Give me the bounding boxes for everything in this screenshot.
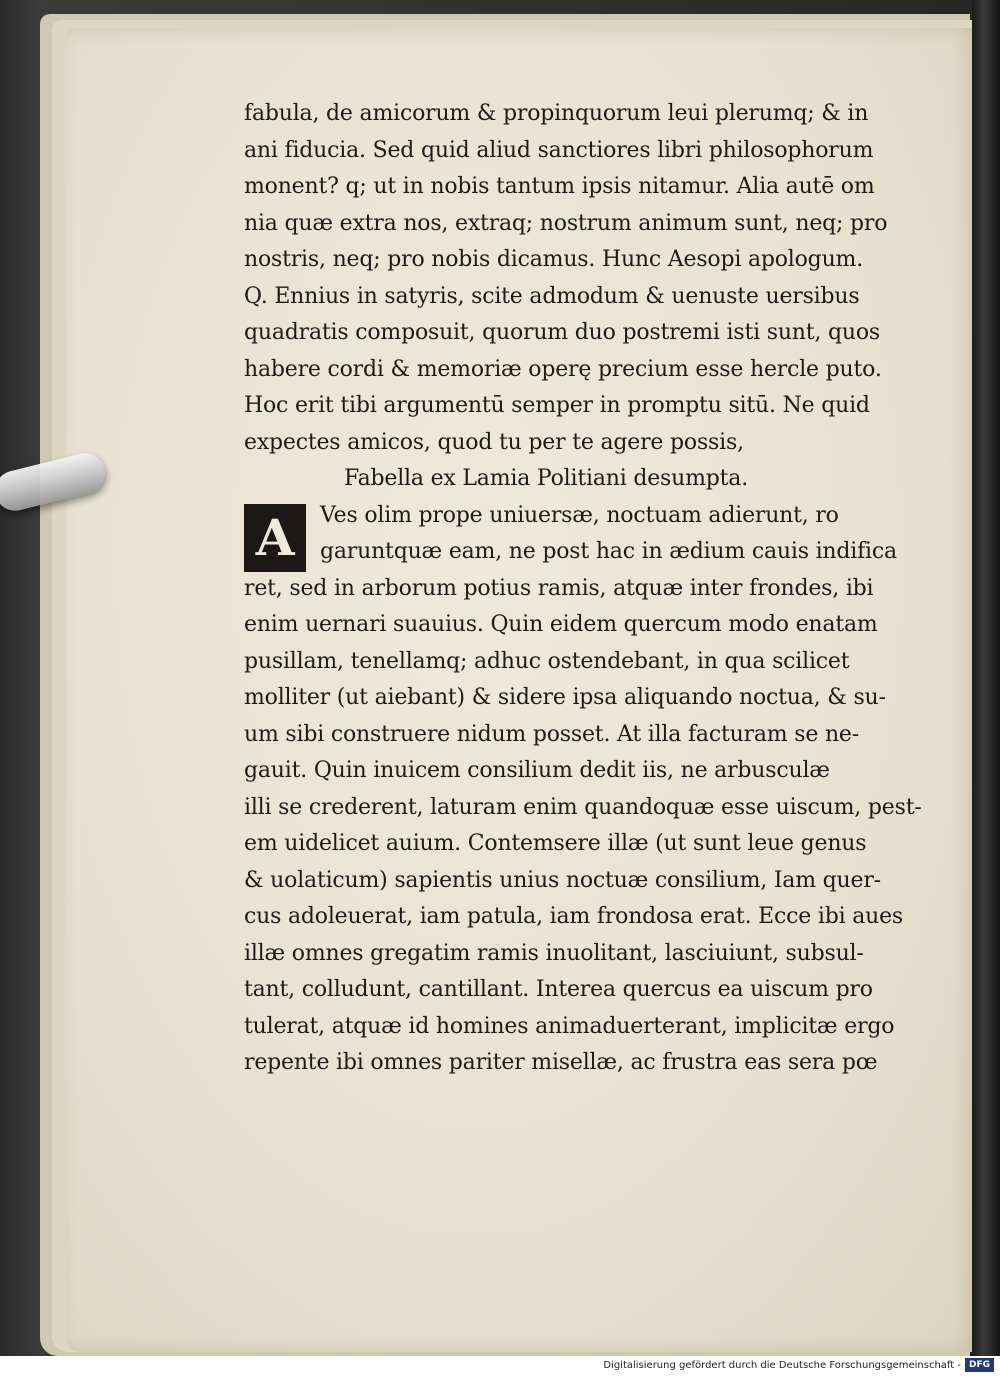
text-line: repente ibi omnes pariter misellæ, ac frustra eas sera pœ	[244, 1050, 878, 1075]
text-line: molliter (ut aiebant) & sidere ipsa aliquando noctua, & su-	[244, 685, 886, 710]
text-line: tulerat, atquæ id homines animaduerterant, implicitæ ergo	[244, 1013, 895, 1039]
text-line: illæ omnes gregatim ramis inuolitant, lasciuiunt, subsul-	[244, 940, 864, 966]
text-line: em uidelicet auium. Contemsere illæ (ut sunt leue genus	[244, 831, 867, 856]
text-line: gauit. Quin inuicem consilium dedit iis, ne arbusculæ	[244, 758, 830, 783]
book-binding	[972, 0, 1000, 1356]
text-line: Ves olim prope uniuersæ, noctuam adierunt, ro	[320, 502, 839, 528]
text-line: Q. Ennius in satyris, scite admodum & uenuste uersibus	[244, 283, 860, 309]
text-line: illi se crederent, laturam enim quandoquæ esse uiscum, pest-	[244, 794, 922, 820]
text-line: ani fiducia. Sed quid aliud sanctiores libri philosophorum	[244, 137, 874, 163]
text-line: habere cordi & memoriæ operę precium esse hercle puto.	[244, 356, 882, 382]
text-line: tant, colludunt, cantillant. Interea quercus ea uiscum pro	[244, 977, 873, 1002]
text-line: ret, sed in arborum potius ramis, atquæ inter frondes, ibi	[244, 575, 874, 601]
text-line: fabula, de amicorum & propinquorum leui plerumq; & in	[244, 101, 869, 126]
text-line: garuntquæ eam, ne post hac in ædium cauis indifica	[320, 539, 897, 564]
text-line: monent? q; ut in nobis tantum ipsis nitamur. Alia autē om	[244, 174, 875, 199]
decorated-initial	[244, 504, 306, 572]
text-line: expectes amicos, quod tu per te agere possis,	[244, 429, 744, 455]
text-line: nia quæ extra nos, extraq; nostrum animum sunt, neq; pro	[244, 210, 888, 236]
footer-credit: Digitalisierung gefördert durch die Deutsche Forschungsgemeinschaft -	[603, 1360, 961, 1371]
text-line: quadratis composuit, quorum duo postremi isti sunt, quos	[244, 320, 880, 345]
text-line: nostris, neq; pro nobis dicamus. Hunc Aesopi apologum.	[244, 247, 863, 272]
fable-heading: Fabella ex Lamia Politiani desumpta.	[344, 466, 749, 491]
text-line: pusillam, tenellamq; adhuc ostendebant, in qua scilicet	[244, 648, 850, 674]
dfg-logo-icon: DFG	[965, 1358, 994, 1372]
page-text	[244, 96, 922, 1082]
initial-letter: A	[255, 507, 295, 567]
text-line: enim uernari suauius. Quin eidem quercum modo enatam	[244, 612, 878, 637]
text-line: & uolaticum) sapientis unius noctuæ consilium, Iam quer-	[244, 867, 881, 893]
fable-body	[244, 498, 922, 1082]
text-line: Hoc erit tibi argumentū semper in promptu sitū. Ne quid	[244, 393, 870, 418]
digitization-footer	[0, 1356, 1000, 1376]
text-line: um sibi construere nidum posset. At illa facturam se ne-	[244, 721, 859, 747]
text-line: cus adoleuerat, iam patula, iam frondosa erat. Ecce ibi aues	[244, 904, 904, 929]
